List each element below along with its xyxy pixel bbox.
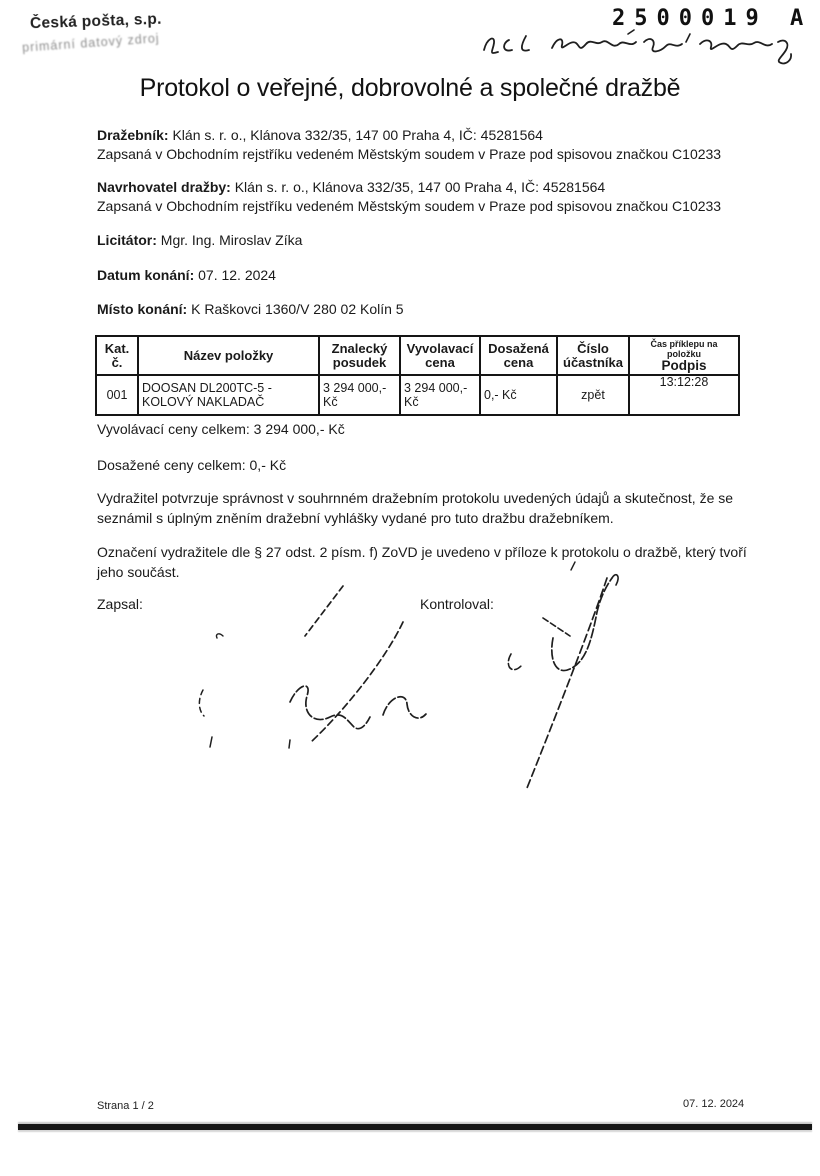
cell-vyvolavaci-cena: 3 294 000,- Kč — [400, 375, 480, 415]
company-stamp: Česká pošta, s.p. — [29, 10, 162, 33]
drazebnik-note: Zapsaná v Obchodním rejstříku vedeném Městským soudem v Praze pod spisovou značkou C10233 — [97, 146, 722, 162]
cell-dosazena-cena: 0,- Kč — [480, 375, 557, 415]
misto-konani-value: K Raškovci 1360/V 280 02 Kolín 5 — [187, 301, 404, 317]
col-header-cas-priklepu: Čas příklepu na položku — [650, 339, 718, 359]
col-header-dosazena-cena: Dosažená cena — [480, 336, 557, 375]
misto-konani-line — [97, 300, 404, 319]
cell-nazev-polozky: DOOSAN DL200TC-5 - KOLOVÝ NAKLADAČ — [138, 375, 319, 415]
col-header-znalecky-posudek: Znalecký posudek — [319, 336, 400, 375]
cell-kat-c: 001 — [96, 375, 138, 415]
col-header-nazev-polozky: Název položky — [138, 336, 319, 375]
drazebnik-label: Dražebník: — [97, 127, 169, 143]
col-header-cislo-ucastnika: Číslo účastníka — [557, 336, 629, 375]
drazebnik-value: Klán s. r. o., Klánova 332/35, 147 00 Praha 4, IČ: 45281564 — [168, 127, 543, 143]
misto-konani-label: Místo konání: — [97, 301, 188, 317]
paragraph-designation: Označení vydražitele dle § 27 odst. 2 písm. f) ZoVD je uvedeno v příloze k protokolu o dražbě, který tvoří jeho součást. — [97, 544, 747, 580]
navrhovatel-line — [97, 178, 605, 197]
scan-edge-artifact — [18, 1124, 812, 1130]
handwritten-annotation — [478, 28, 808, 68]
table-header-row — [96, 336, 739, 375]
licitator-line — [97, 231, 302, 250]
datum-konani-value: 07. 12. 2024 — [194, 267, 276, 283]
kontroloval-label: Kontroloval: — [420, 596, 494, 612]
cell-znalecky-posudek: 3 294 000,- Kč — [319, 375, 400, 415]
table-row — [96, 375, 739, 415]
signature-zapsal — [193, 572, 433, 750]
navrhovatel-label: Navrhovatel dražby: — [97, 179, 231, 195]
drazebnik-line — [97, 126, 543, 145]
company-stamp-subline: primární datový zdroj — [21, 31, 161, 55]
col-header-vyvolavaci-cena: Vyvolavací cena — [400, 336, 480, 375]
col-header-kat-c: Kat. č. — [96, 336, 138, 375]
datum-konani-label: Datum konání: — [97, 267, 195, 283]
zapsal-label: Zapsal: — [97, 596, 143, 612]
col-header-podpis-label: Podpis — [661, 358, 707, 373]
auction-items-table — [95, 335, 740, 416]
footer-page-number: Strana 1 / 2 — [97, 1100, 154, 1112]
cell-cislo-ucastnika: zpět — [557, 375, 629, 415]
total-vyvolavaci: Vyvolávací ceny celkem: 3 294 000,- Kč — [97, 421, 345, 437]
licitator-value: Mgr. Ing. Miroslav Zíka — [156, 232, 303, 248]
datum-konani-line — [97, 266, 276, 285]
paragraph-confirmation: Vydražitel potvrzuje správnost v souhrnném dražebním protokolu uvedených údajů a skutečnost, že se seznámil s úplným zněním dražební vyhlášky vydané pro tuto dražbu dražebníkem. — [97, 490, 734, 526]
cell-cas-priklepu: 13:12:28 — [629, 375, 739, 415]
licitator-label: Licitátor: — [97, 232, 157, 248]
total-dosazene: Dosažené ceny celkem: 0,- Kč — [97, 457, 287, 473]
document-title: Protokol o veřejné, dobrovolné a společné dražbě — [139, 74, 681, 102]
col-header-podpis — [629, 336, 739, 375]
navrhovatel-value: Klán s. r. o., Klánova 332/35, 147 00 Praha 4, IČ: 45281564 — [230, 179, 606, 195]
footer-date: 07. 12. 2024 — [683, 1098, 745, 1110]
navrhovatel-note: Zapsaná v Obchodním rejstříku vedeném Městským soudem v Praze pod spisovou značkou C10233 — [97, 198, 722, 214]
signature-kontroloval — [455, 556, 685, 794]
document-number-stamp: 2500019 A — [612, 6, 813, 31]
